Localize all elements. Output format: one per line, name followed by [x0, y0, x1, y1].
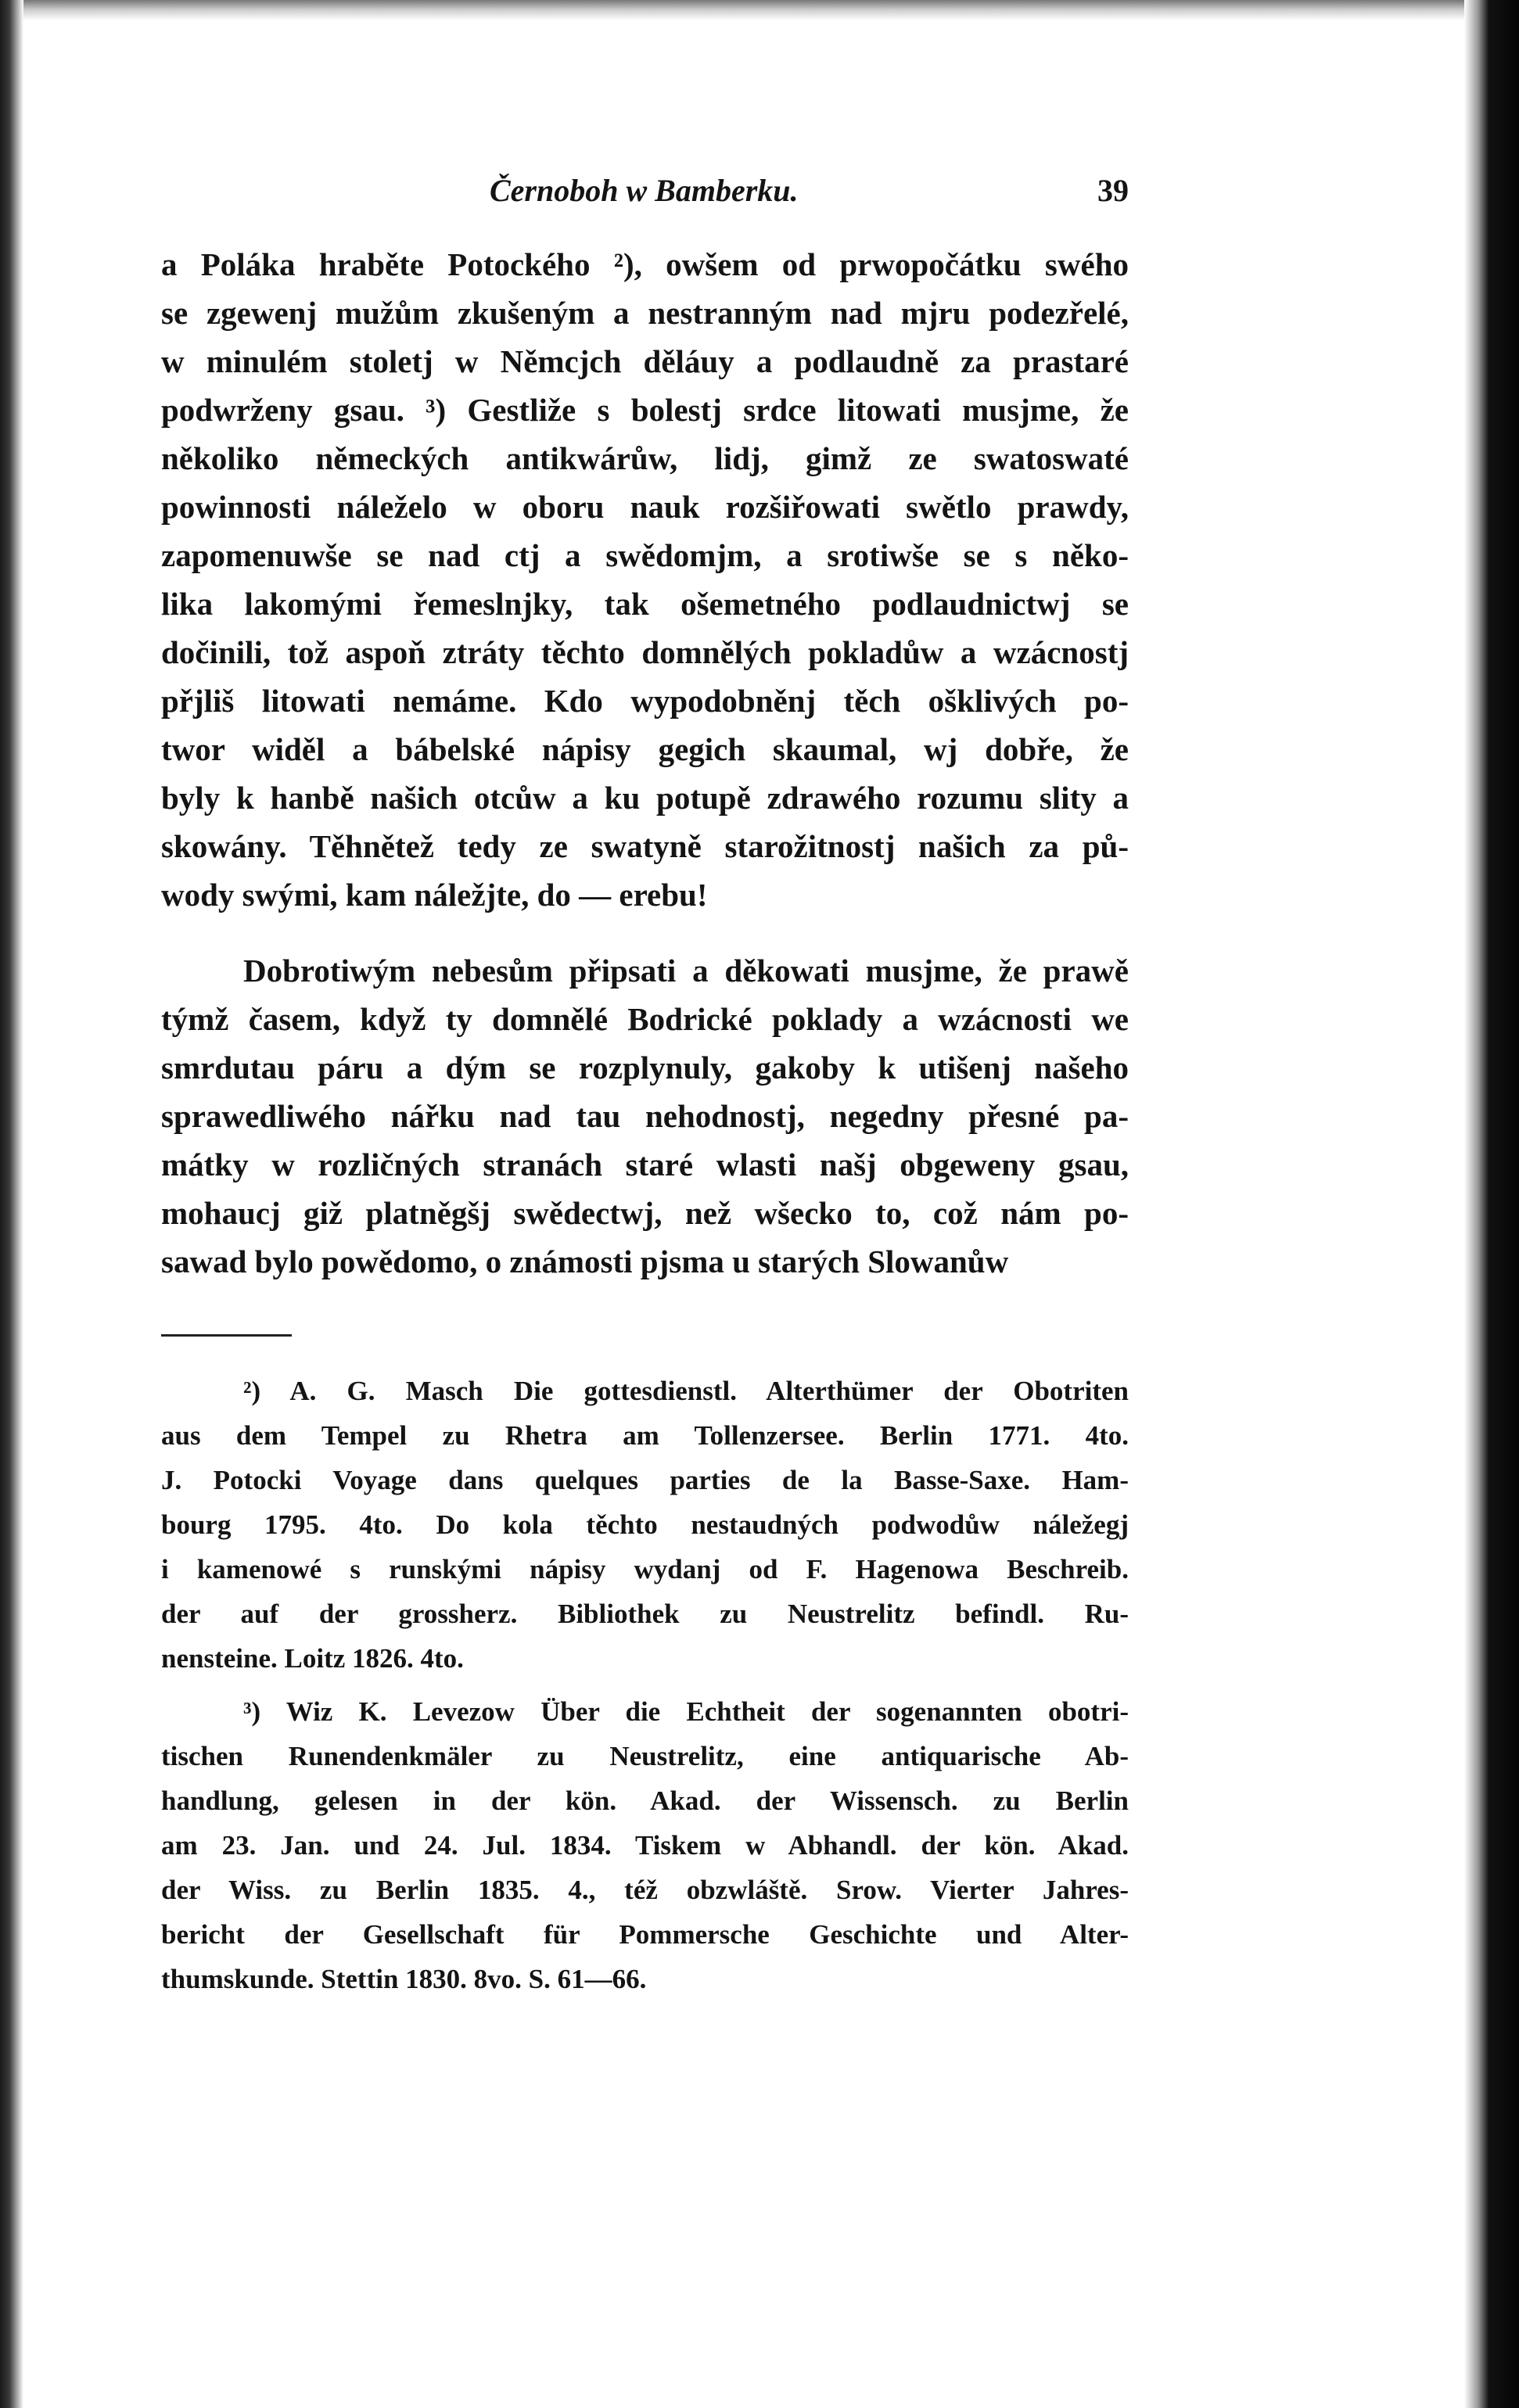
text-line: der auf der grossherz. Bibliothek zu Neustrelitz befindl. Ru-	[161, 1599, 1129, 1629]
footnote-separator	[161, 1334, 292, 1337]
text-line: powinnosti náleželo w oboru nauk rozšiřowati swětlo prawdy,	[161, 489, 1129, 525]
text-line: nensteine. Loitz 1826. 4to.	[161, 1643, 464, 1674]
text-line: aus dem Tempel zu Rhetra am Tollenzersee. Berlin 1771. 4to.	[161, 1420, 1129, 1451]
page-header	[161, 172, 1129, 211]
text-line: zapomenuwše se nad ctj a swědomjm, a srotiwše se s něko-	[161, 537, 1129, 573]
text-line: byly k hanbě našich otcůw a ku potupě zdrawého rozumu slity a	[161, 780, 1129, 816]
text-line: Dobrotiwým nebesům připsati a děkowati musjme, že prawě	[243, 953, 1129, 989]
text-line: lika lakomými řemeslnjky, tak ošemetného podlaudnictwj se	[161, 586, 1129, 622]
text-line: ²) A. G. Masch Die gottesdienstl. Alterthümer der Obotriten	[243, 1376, 1129, 1406]
text-line: i kamenowé s runskými nápisy wydanj od F. Hagenowa Beschreib.	[161, 1554, 1129, 1584]
text-line: podwrženy gsau. ³) Gestliže s bolestj srdce litowati musjme, že	[161, 392, 1129, 428]
text-line: handlung, gelesen in der kön. Akad. der Wissensch. zu Berlin	[161, 1785, 1129, 1816]
text-line: thumskunde. Stettin 1830. 8vo. S. 61—66.	[161, 1964, 647, 1994]
text-line: několiko německých antikwárůw, lidj, gimž ze swatoswaté	[161, 440, 1129, 476]
text-line: smrdutau páru a dým se rozplynuly, gakoby k utišenj našeho	[161, 1050, 1129, 1086]
text-line: tischen Runendenkmäler zu Neustrelitz, eine antiquarische Ab-	[161, 1741, 1129, 1771]
text-line: a Poláka hraběte Potockého ²), owšem od prwopočátku swého	[161, 246, 1129, 282]
text-line: se zgewenj mužům zkušeným a nestranným nad mjru podezřelé,	[161, 295, 1129, 331]
text-line: bericht der Gesellschaft für Pommersche Geschichte und Alter-	[161, 1919, 1129, 1950]
text-line: w minulém stoletj w Němcjch děláuy a podlaudně za prastaré	[161, 343, 1129, 379]
body-paragraph-2	[161, 946, 1129, 1286]
text-line: J. Potocki Voyage dans quelques parties de la Basse-Saxe. Ham-	[161, 1465, 1129, 1495]
text-line: sprawedliwého nářku nad tau nehodnostj, negedny přesné pa-	[161, 1098, 1129, 1134]
text-line: přjliš litowati nemáme. Kdo wypodobněnj těch ošklivých po-	[161, 683, 1129, 719]
text-line: am 23. Jan. und 24. Jul. 1834. Tiskem w Abhandl. der kön. Akad.	[161, 1830, 1129, 1861]
running-title: Černoboh w Bamberku.	[490, 173, 799, 208]
page-number: 39	[1097, 173, 1129, 208]
text-line: mátky w rozličných stranách staré wlasti našj obgeweny gsau,	[161, 1147, 1129, 1182]
footnote-2	[161, 1369, 1129, 1681]
text-line: týmž časem, když ty domnělé Bodrické poklady a wzácnosti we	[161, 1001, 1129, 1037]
text-line: mohaucj giž platněgšj swědectwj, než wšecko to, což nám po-	[161, 1195, 1129, 1231]
text-line: bourg 1795. 4to. Do kola těchto nestaudných podwodůw náležegj	[161, 1509, 1129, 1540]
body-paragraph-1	[161, 240, 1129, 919]
text-line: twor widěl a bábelské nápisy gegich skaumal, wj dobře, že	[161, 731, 1129, 767]
footnote-3	[161, 1689, 1129, 2001]
text-line: dočinili, tož aspoň ztráty těchto domnělých pokladůw a wzácnostj	[161, 634, 1129, 670]
text-line: wody swými, kam náležjte, do — erebu!	[161, 877, 708, 913]
text-line: skowány. Těhnětež tedy ze swatyně starožitnostj našich za pů-	[161, 828, 1129, 864]
text-line: der Wiss. zu Berlin 1835. 4., též obzwláště. Srow. Vierter Jahres-	[161, 1875, 1129, 1905]
text-line: sawad bylo powědomo, o známosti pjsma u starých Slowanůw	[161, 1243, 1009, 1279]
scan-top-shadow	[0, 0, 1519, 20]
text-line: ³) Wiz K. Levezow Über die Echtheit der sogenannten obotri-	[243, 1696, 1129, 1727]
scan-left-edge	[0, 0, 23, 2408]
scan-right-edge	[1464, 0, 1519, 2408]
